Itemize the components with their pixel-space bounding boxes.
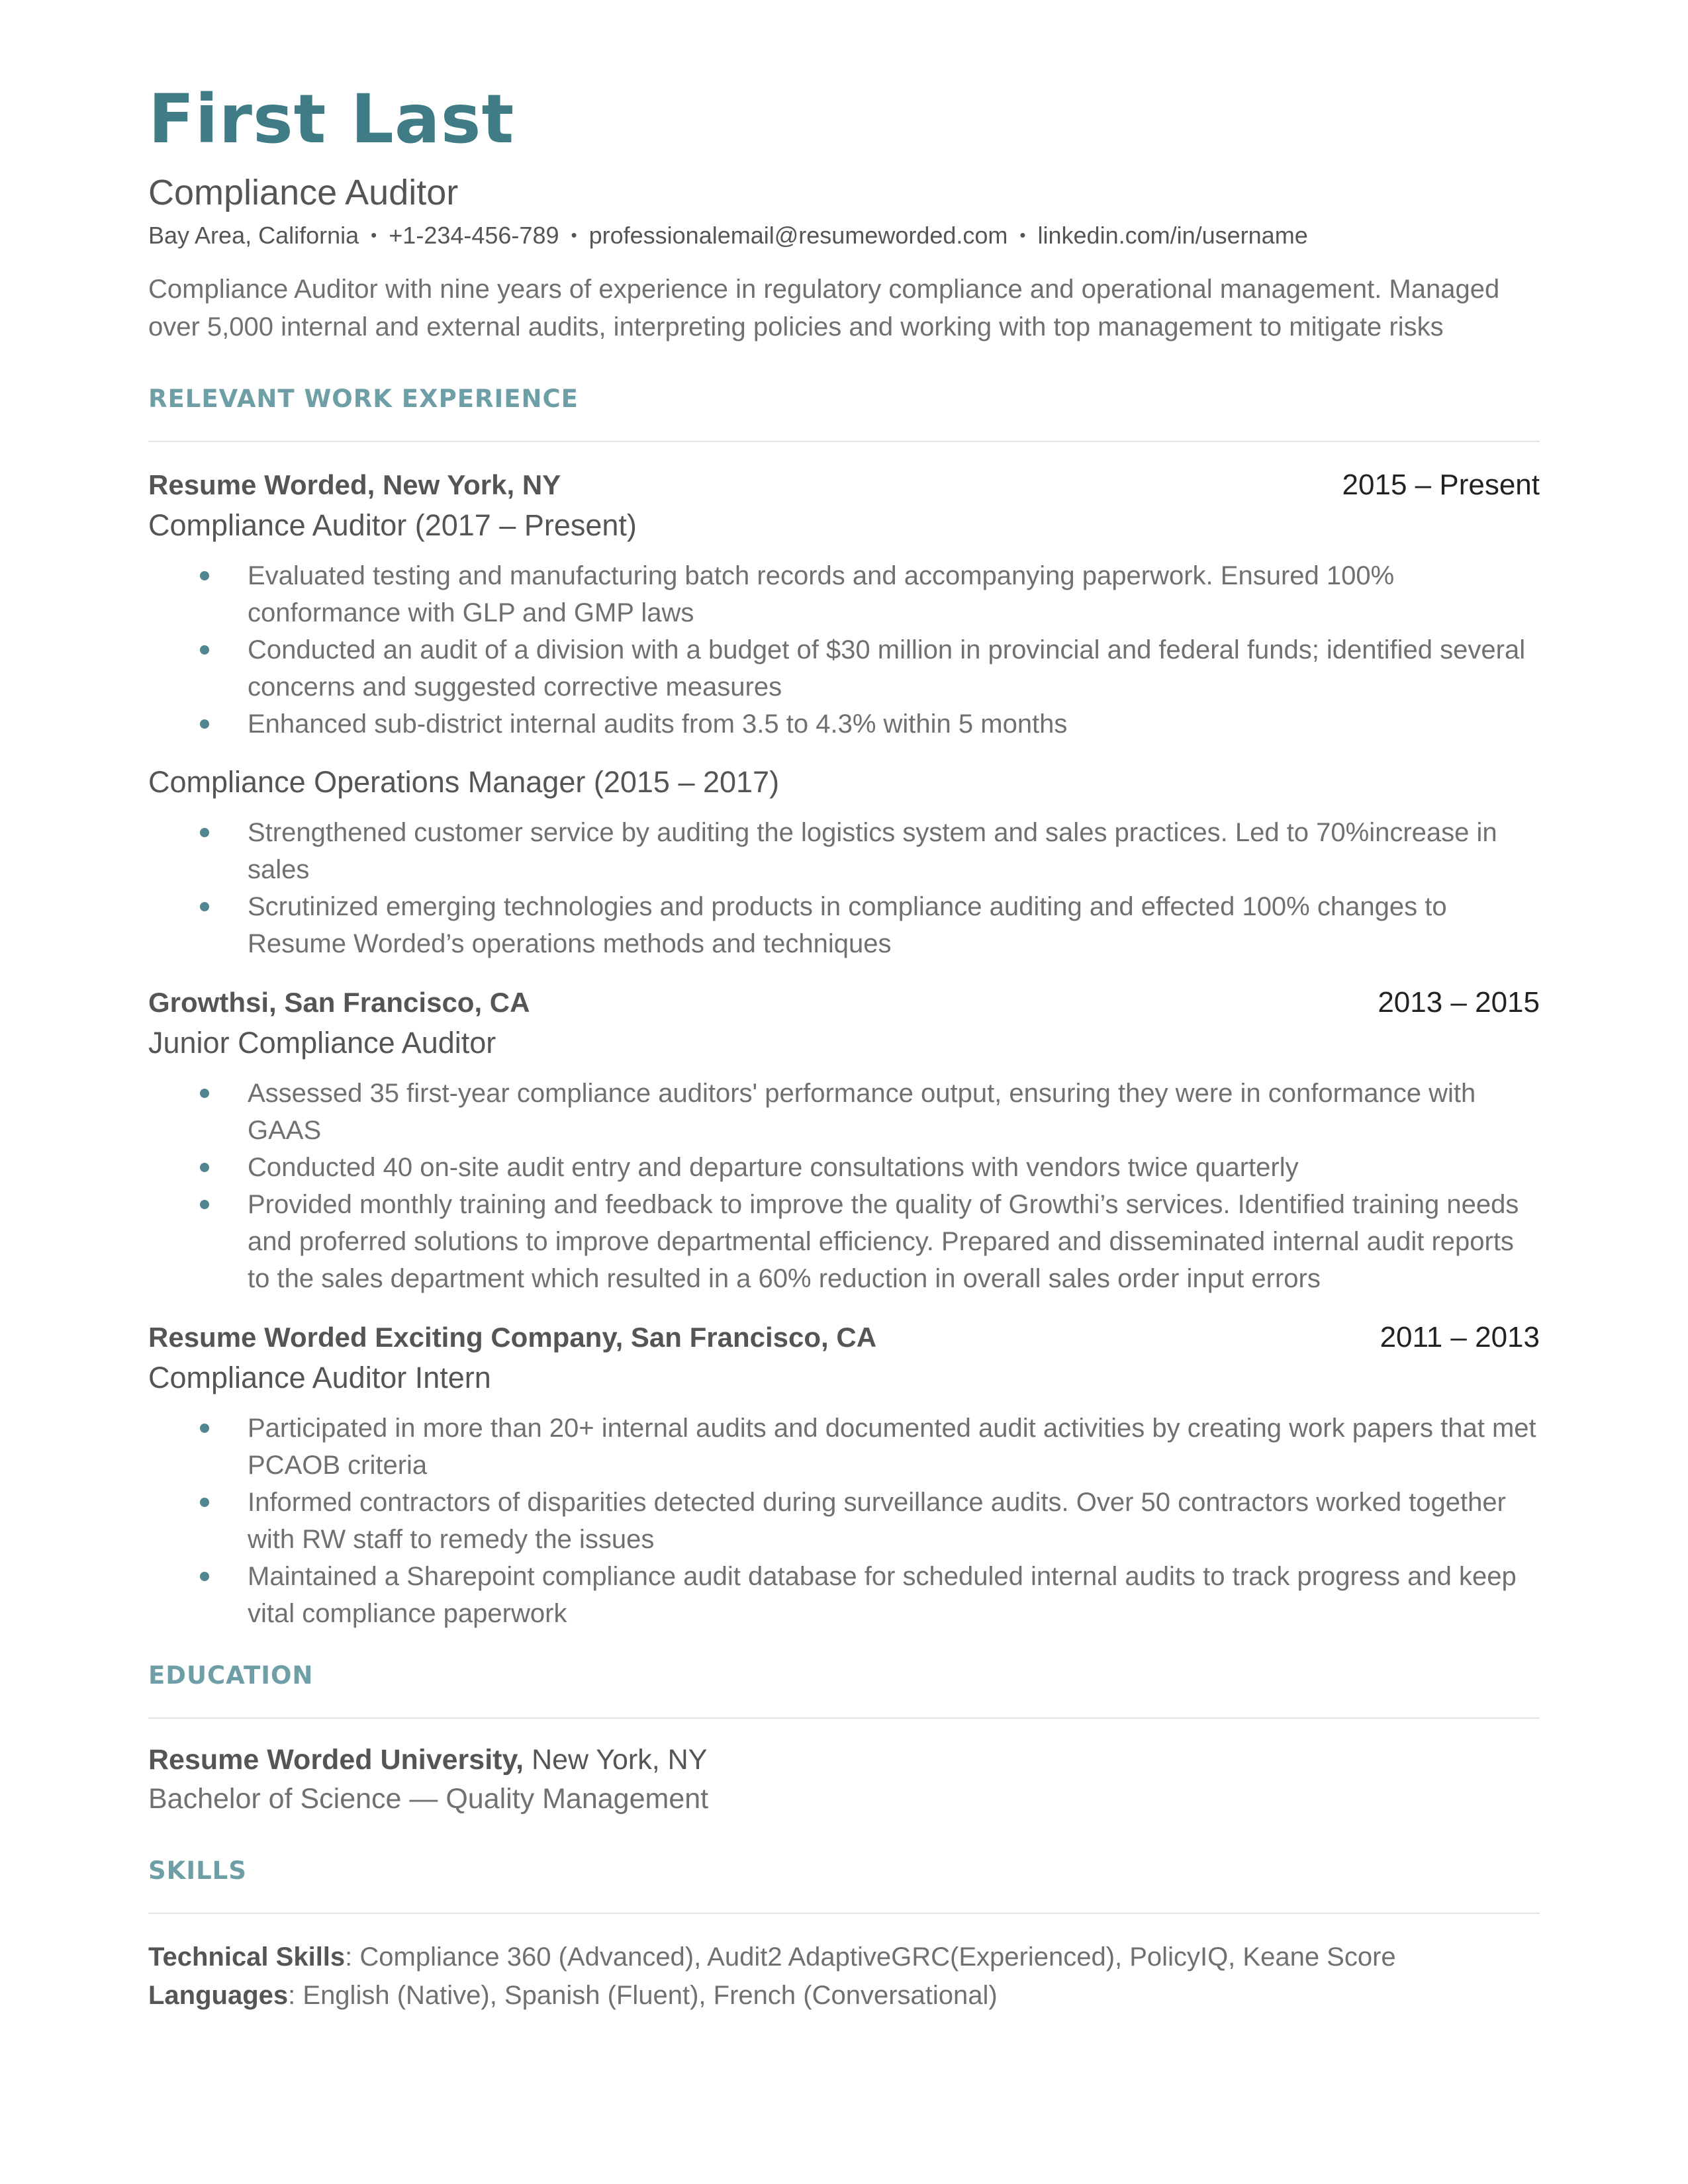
job-bullet xyxy=(148,705,1540,743)
job-bullet xyxy=(148,1149,1540,1186)
bullet-dot-icon xyxy=(200,1089,209,1098)
job-bullet xyxy=(148,1410,1540,1484)
section-heading-experience: RELEVANT WORK EXPERIENCE xyxy=(148,385,1540,442)
job-bullet-list xyxy=(148,1075,1540,1297)
bullet-dot-icon xyxy=(200,645,209,655)
bullet-dot-icon xyxy=(200,1424,209,1433)
contact-location: Bay Area, California xyxy=(148,222,359,250)
skills-block xyxy=(148,1938,1540,2015)
job-dates: 2015 – Present xyxy=(1342,469,1540,502)
experience-list xyxy=(148,469,1540,1632)
job-entry xyxy=(148,469,1540,962)
resume-page xyxy=(148,80,1540,2015)
job-bullet-text: Maintained a Sharepoint compliance audit database for scheduled internal audits to track progress and keep vital compliance paperwork xyxy=(248,1562,1517,1629)
education-school: Resume Worded University, xyxy=(148,1744,524,1776)
job-bullet xyxy=(148,1186,1540,1297)
job-role-title: Compliance Auditor Intern xyxy=(148,1361,491,1395)
job-company: Resume Worded Exciting Company, San Francisco, CA xyxy=(148,1322,877,1353)
job-bullet-text: Strengthened customer service by auditing the logistics system and sales practices. Led to 70%increase in sales xyxy=(248,818,1497,885)
skills-technical-label: Technical Skills xyxy=(148,1942,346,1972)
job-bullet-text: Conducted 40 on-site audit entry and departure consultations with vendors twice quarterly xyxy=(248,1153,1299,1183)
contact-separator: • xyxy=(1019,225,1026,246)
job-bullet-text: Evaluated testing and manufacturing batch records and accompanying paperwork. Ensured 100% conformance with GLP and GMP laws xyxy=(248,561,1395,628)
job-dates: 2013 – 2015 xyxy=(1378,986,1540,1019)
job-entry xyxy=(148,986,1540,1297)
job-role-title: Junior Compliance Auditor xyxy=(148,1026,496,1060)
job-entry xyxy=(148,1321,1540,1632)
job-role-title: Compliance Operations Manager (2015 – 2017) xyxy=(148,765,780,799)
contact-email[interactable]: professionalemail@resumeworded.com xyxy=(588,222,1008,250)
job-company: Resume Worded, New York, NY xyxy=(148,469,561,501)
skills-technical xyxy=(148,1938,1540,1976)
job-header xyxy=(148,1321,1540,1354)
skills-technical-value: : Compliance 360 (Advanced), Audit2 AdaptiveGRC(Experienced), PolicyIQ, Keane Score xyxy=(345,1942,1396,1972)
job-bullet xyxy=(148,1558,1540,1632)
section-heading-skills: SKILLS xyxy=(148,1856,1540,1914)
job-role-title: Compliance Auditor (2017 – Present) xyxy=(148,508,637,543)
contact-separator: • xyxy=(371,225,377,246)
summary: Compliance Auditor with nine years of experience in regulatory compliance and operational management. Managed over 5,000 internal and external audits, interpreting policies and working with top management to mitigate risks xyxy=(148,275,1500,342)
job-bullet-text: Assessed 35 first-year compliance auditors' performance output, ensuring they were in conformance with GAAS xyxy=(248,1079,1476,1146)
job-bullet-text: Provided monthly training and feedback to improve the quality of Growthi’s services. Identified training needs and proferred solutions to improve departmental efficiency. Prepared and disseminated internal audit reports to the sales department which resulted in a 60% reduction in overall sales order input errors xyxy=(248,1190,1519,1294)
skills-languages xyxy=(148,1976,1540,2015)
job-bullet xyxy=(148,888,1540,962)
job-bullet xyxy=(148,1484,1540,1558)
education-entry xyxy=(148,1744,1540,1815)
job-header xyxy=(148,986,1540,1019)
bullet-dot-icon xyxy=(200,828,209,837)
job-bullet-text: Enhanced sub-district internal audits from 3.5 to 4.3% within 5 months xyxy=(248,709,1068,739)
skills-languages-label: Languages xyxy=(148,1981,289,2011)
bullet-dot-icon xyxy=(200,719,209,729)
job-bullet-text: Scrutinized emerging technologies and products in compliance auditing and effected 100% changes to Resume Worded’s operations methods and techniques xyxy=(248,892,1447,959)
job-header xyxy=(148,469,1540,502)
job-dates: 2011 – 2013 xyxy=(1380,1321,1540,1354)
section-heading-education: EDUCATION xyxy=(148,1661,1540,1719)
education-school-line xyxy=(148,1744,1540,1776)
job-bullet xyxy=(148,814,1540,888)
bullet-dot-icon xyxy=(200,902,209,911)
candidate-title: Compliance Auditor xyxy=(148,173,459,212)
job-bullet-text: Conducted an audit of a division with a budget of $30 million in provincial and federal funds; identified several concerns and suggested corrective measures xyxy=(248,635,1526,702)
bullet-dot-icon xyxy=(200,1200,209,1209)
education-location: New York, NY xyxy=(532,1744,708,1776)
job-bullet-list xyxy=(148,557,1540,743)
job-bullet xyxy=(148,1075,1540,1149)
bullet-dot-icon xyxy=(200,1572,209,1581)
contact-separator: • xyxy=(571,225,577,246)
job-bullet xyxy=(148,557,1540,631)
education-degree: Bachelor of Science — Quality Management xyxy=(148,1783,709,1815)
bullet-dot-icon xyxy=(200,571,209,580)
contact-line xyxy=(148,222,1540,250)
bullet-dot-icon xyxy=(200,1163,209,1172)
candidate-name: First Last xyxy=(148,80,515,159)
job-bullet-text: Participated in more than 20+ internal audits and documented audit activities by creating work papers that met PCAOB criteria xyxy=(248,1414,1536,1480)
job-company: Growthsi, San Francisco, CA xyxy=(148,987,530,1019)
bullet-dot-icon xyxy=(200,1498,209,1507)
job-bullet-text: Informed contractors of disparities detected during surveillance audits. Over 50 contractors worked together with RW staff to remedy the issues xyxy=(248,1488,1506,1555)
skills-languages-value: : English (Native), Spanish (Fluent), French (Conversational) xyxy=(288,1981,998,2011)
job-bullet xyxy=(148,631,1540,705)
contact-linkedin[interactable]: linkedin.com/in/username xyxy=(1037,222,1308,250)
contact-phone[interactable]: +1-234-456-789 xyxy=(389,222,559,250)
job-bullet-list xyxy=(148,1410,1540,1632)
job-bullet-list xyxy=(148,814,1540,962)
